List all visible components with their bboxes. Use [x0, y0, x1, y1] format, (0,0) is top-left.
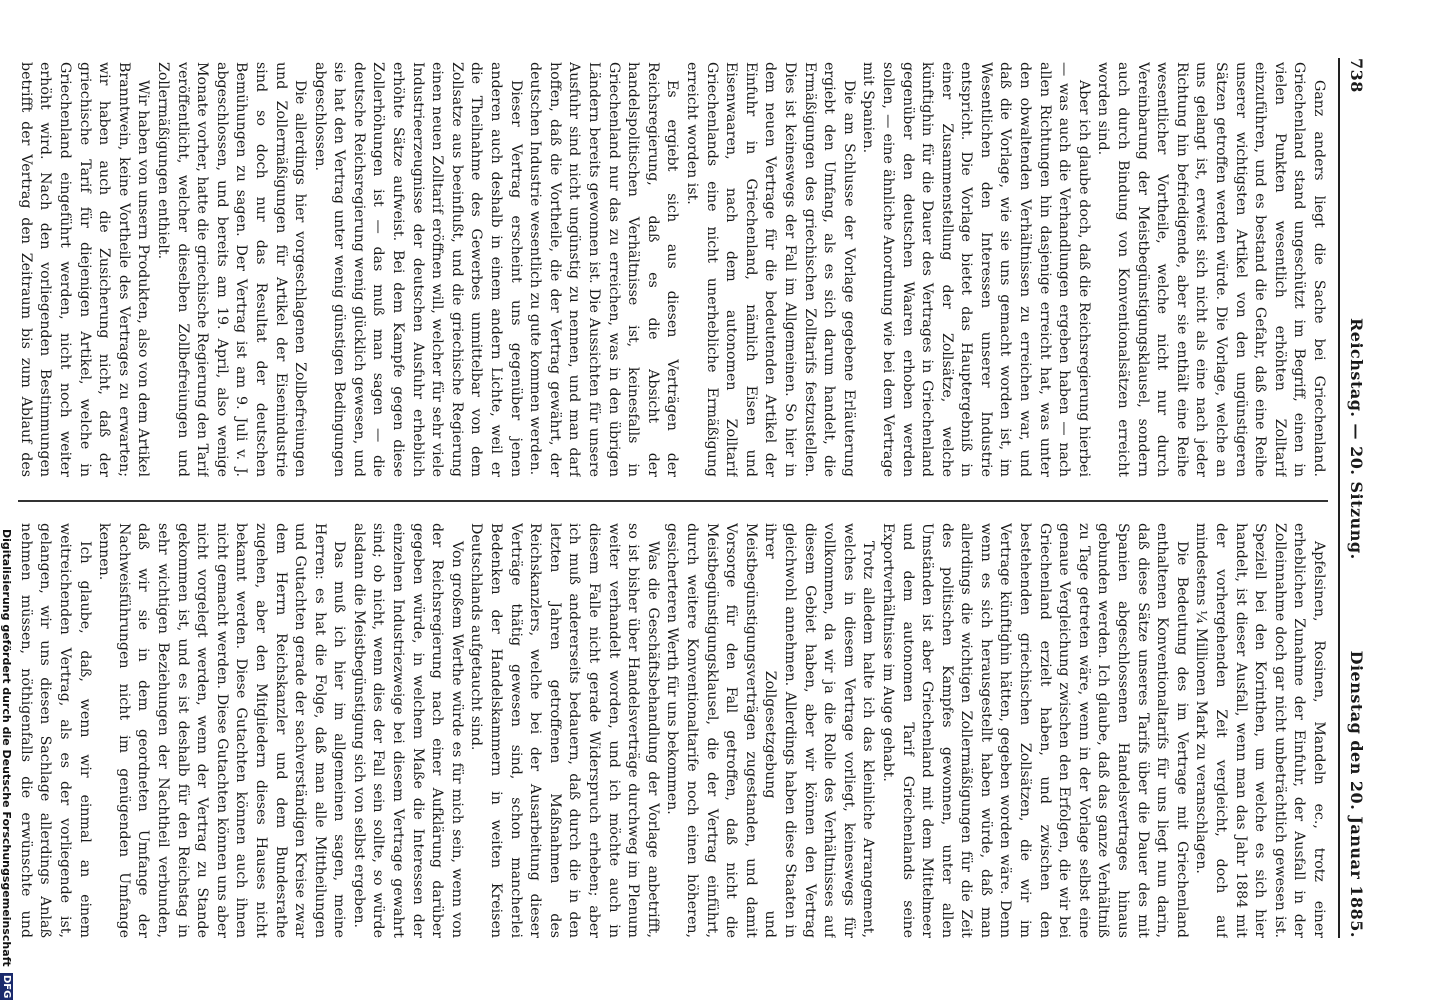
page-number: 738	[1347, 58, 1366, 93]
paragraph: Das muß ich hier im allgemeinen sagen, meine Herren: es hat die Folge, daß man alle Mittheilungen und Gutachten gerade der sachverständigen Kreise zwar dem Herrn Reichskanzler und dem Bundesrathe zugehen, aber den Mitgliedern dieses Hauses nicht bekannt werden. Diese Gutachten können auch ihnen nicht gemacht werden. Diese Gutachten können uns aber nicht vorgelegt werden, wenn der Vertrag zu Stande gekommen ist, und es ist deshalb für den Reichstag in sehr wichtigen Beziehungen der Nachtheil verbunden, daß wir sie in dem geordneten Umfange der Nachweisführungen nicht im genügenden Umfange kennen.	[96, 523, 348, 938]
right-column	[18, 523, 1328, 938]
paragraph: Trotz alledem halte ich das kleinliche Arrangement, welches in diesem Vertrage vorliegt, keineswegs für vollkommen, da wir ja die Rolle des Verhältnisses auf diesem Gebiet haben, aber wir können den Vertrag gleichwohl annehmen. Allerdings haben diese Staaten in ihrer Zollgesetzgebung und Meistbegünstigungsverträgen zugestanden, und damit Vorsorge für den Fall getroffen, daß nicht die Meistbegünstigungsklausel, die der Vertrag einführt, durch weitere Konventionaltarife noch einen höheren, gesicherteren Werth für uns bekommen.	[664, 523, 877, 938]
paragraph: Apfelsinen, Rosinen, Mandeln ec., trotz einer erheblichen Zunahme der Einfuhr, der Ausfall in der Zolleinnahme doch gar nicht unbeträchtlich gewesen ist. Speziell bei den Korinthen, um welche es sich hier handelt, ist dieser Ausfall, wenn man das Jahr 1884 mit der vorhergehenden Zeit vergleicht, doch auf mindestens ¼ Millionen Mark zu veranschlagen.	[1193, 523, 1327, 938]
dfg-logo: DFG	[1, 974, 12, 998]
session-date: Dienstag den 20. Januar 1885.	[1347, 650, 1366, 938]
paragraph: Aber ich glaube doch, daß die Reichsregierung hierbei — was auch die Verhandlungen ergeben haben — nach allen Richtungen hin dasjenige erreicht hat, was unter den obwaltenden Verhältnissen zu erreichen war, und daß die Vorlage, wie sie uns gemacht worden ist, im Wesentlichen den Interessen unserer Industrie entspricht. Die Vorlage bietet das Hauptergebniß in einer Zusammenstellung der Zollsätze, welche künftighin für die Dauer des Vertrages in Griechenland gegenüber den deutschen Waaren erhoben werden sollen, — eine ähnliche Anordnung wie bei dem Vertrage mit Spanien.	[860, 62, 1092, 477]
paragraph: Es ergiebt sich aus diesen Verträgen der Reichsregierung, daß es die Absicht der handelspolitischen Verhältnisse ist, keinesfalls in Griechenland nur das zu erreichen, was in den übrigen Ländern bereits gewonnen ist. Die Aussichten für unsere Ausfuhr sind nicht ungünstig zu nennen, und man darf hoffen, daß die Vortheile, die der Vertrag gewährt, der deutschen Industrie wesentlich zu gute kommen werden.	[527, 62, 681, 477]
paragraph: Ganz anders liegt die Sache bei Griechenland. Griechenland stand ungeschützt im Begriff, einen in vielen Punkten wesentlich erhöhten Zolltarif einzuführen, und es bestand die Gefahr, daß eine Reihe unserer wichtigsten Artikel von den ungünstigeren Sätzen getroffen werden würde. Die Vorlage, welche an uns gelangt ist, erweist sich nicht als eine nach jeder Richtung hin befriedigende, aber sie enthält eine Reihe wesentlicher Vortheile, welche nicht nur durch Vereinbarung der Meistbegünstigungsklausel, sondern auch durch Bindung von Konventionalsätzen erreicht worden sind.	[1095, 62, 1327, 477]
digitization-credit	[0, 0, 18, 1000]
paragraph: Die am Schlusse der Vorlage gegebene Erläuterung ergiebt den Umfang, als es sich darum handelt, die Ermäßigungen des griechischen Zolltarifs festzustellen. Dies ist keineswegs der Fall im Allgemeinen. So hier in dem neuen Vertrage für die bedeutenden Artikel der Einfuhr in Griechenland, nämlich Eisen und Eisenwaaren, nach dem autonomen Zolltarif Griechenlands eine nicht unerhebliche Ermäßigung erreicht worden ist.	[684, 62, 857, 477]
paragraph: Die allerdings hier vorgeschlagenen Zollbefreiungen und Zollermäßigungen für Artikel der Eisenindustrie sind so doch nur das Resultat der deutschen Bemühungen zu sagen. Der Vertrag ist am 9. Juli v. J. abgeschlossen, und bereits am 19. April, also wenige Monate vorher, hatte die griechische Regierung den Tarif veröffentlicht, welcher dieselben Zollbefreiungen und Zollermäßigungen enthielt.	[154, 62, 309, 477]
session-title: Reichstag. — 20. Sitzung.	[1347, 318, 1366, 560]
page-header	[1342, 58, 1368, 938]
header-rule	[1338, 58, 1340, 938]
paragraph: Dieser Vertrag erscheint uns gegenüber jenen anderen auch deshalb in einem andern Lichte, weil er die Theilnahme des Gewerbes unmittelbar von dem Zollsatze aus beeinflußt, und die griechische Regierung einen neuen Zolltarif eröffnen will, welcher für sehr viele Industrieerzeugnisse der deutschen Ausfuhr erheblich erhöhte Sätze aufweist. Bei dem Kampfe gegen diese Zollerhöhungen ist — das muß man sagen — die deutsche Reichsregierung wenig glücklich gewesen, und sie hat den Vertrag unter wenig günstigen Bedingungen abgeschlossen.	[311, 62, 524, 477]
paragraph: Wir haben von unsern Produkten, also von dem Artikel Branntwein, keine Vortheile des Vertrages zu erwarten; wir haben auch die Zusicherung nicht, daß der griechische Tarif für diejenigen Artikel, welche in Griechenland eingeführt werden, nicht noch weiter erhöht wird. Nach den vorliegenden Bestimmungen betrifft der Vertrag den Zeitraum bis zum Ablauf des	[18, 62, 152, 477]
paragraph: Die Bedeutung des im Vertrage mit Griechenland enthaltenen Konventionaltarifs für uns liegt nun darin, daß diese Sätze unseres Tarifs über die Dauer des mit Spanien abgeschlossenen Handelsvertrages hinaus gebunden werden. Ich glaube, daß das ganze Verhältniß zu Tage getreten wäre, wenn in der Vorlage selbst eine genaue Vergleichung zwischen den Erfolgen, die wir bei Griechenland erzielt haben, und zwischen den bestehenden griechischen Zollsätzen, die wir im Vertrage künftighin hätten, gegeben worden wäre. Denn wenn es sich herausgestellt haben würde, daß man allerdings die wichtigen Zollermäßigungen für die Zeit des politischen Kampfes gewonnen, unter allen Umständen ist aber Griechenland mit dem Mittelmeer und dem autonomen Tarif Griechenlands seine Exportverhältnisse im Auge gehabt.	[879, 523, 1190, 938]
left-column	[18, 62, 1328, 477]
column-divider	[18, 500, 1328, 502]
credit-text: Digitalisierung gefördert durch die Deutsche Forschungsgemeinschaft	[0, 528, 13, 967]
paragraph: Was die Geschäftsbehandlung der Vorlage anbetrifft, so ist bisher über Handelsverträge durchweg im Plenum weiter verhandelt worden, und ich möchte auch in diesem Falle nicht gerade Widerspruch erheben; aber ich muß andererseits bedauern, daß durch die in den letzten Jahren getroffenen Maßnahmen des Reichskanzlers, welche bei der Ausarbeitung dieser Verträge thätig gewesen sind, schon mancherlei Bedenken der Handelskammern in weiten Kreisen Deutschlands aufgetaucht sind.	[468, 523, 661, 938]
paragraph: Von großem Werthe würde es für mich sein, wenn von der Reichsregierung nach einer Aufklärung darüber gegeben würde, in welchem Maße die Interessen der einzelnen Industriezweige bei diesem Vertrage gewahrt sind; ob nicht, wenn dies der Fall sein sollte, so würde alsdann die Meistbegünstigung sich von selbst ergeben.	[350, 523, 465, 938]
paragraph: Ich glaube, daß, wenn wir einmal an einem weitreichenden Vertrag, als es der vorliegende ist, gelangen, wir uns diesen Sachlage allerdings Anlaß nehmen müssen, nöthigenfalls die erwünschte und	[18, 523, 93, 938]
